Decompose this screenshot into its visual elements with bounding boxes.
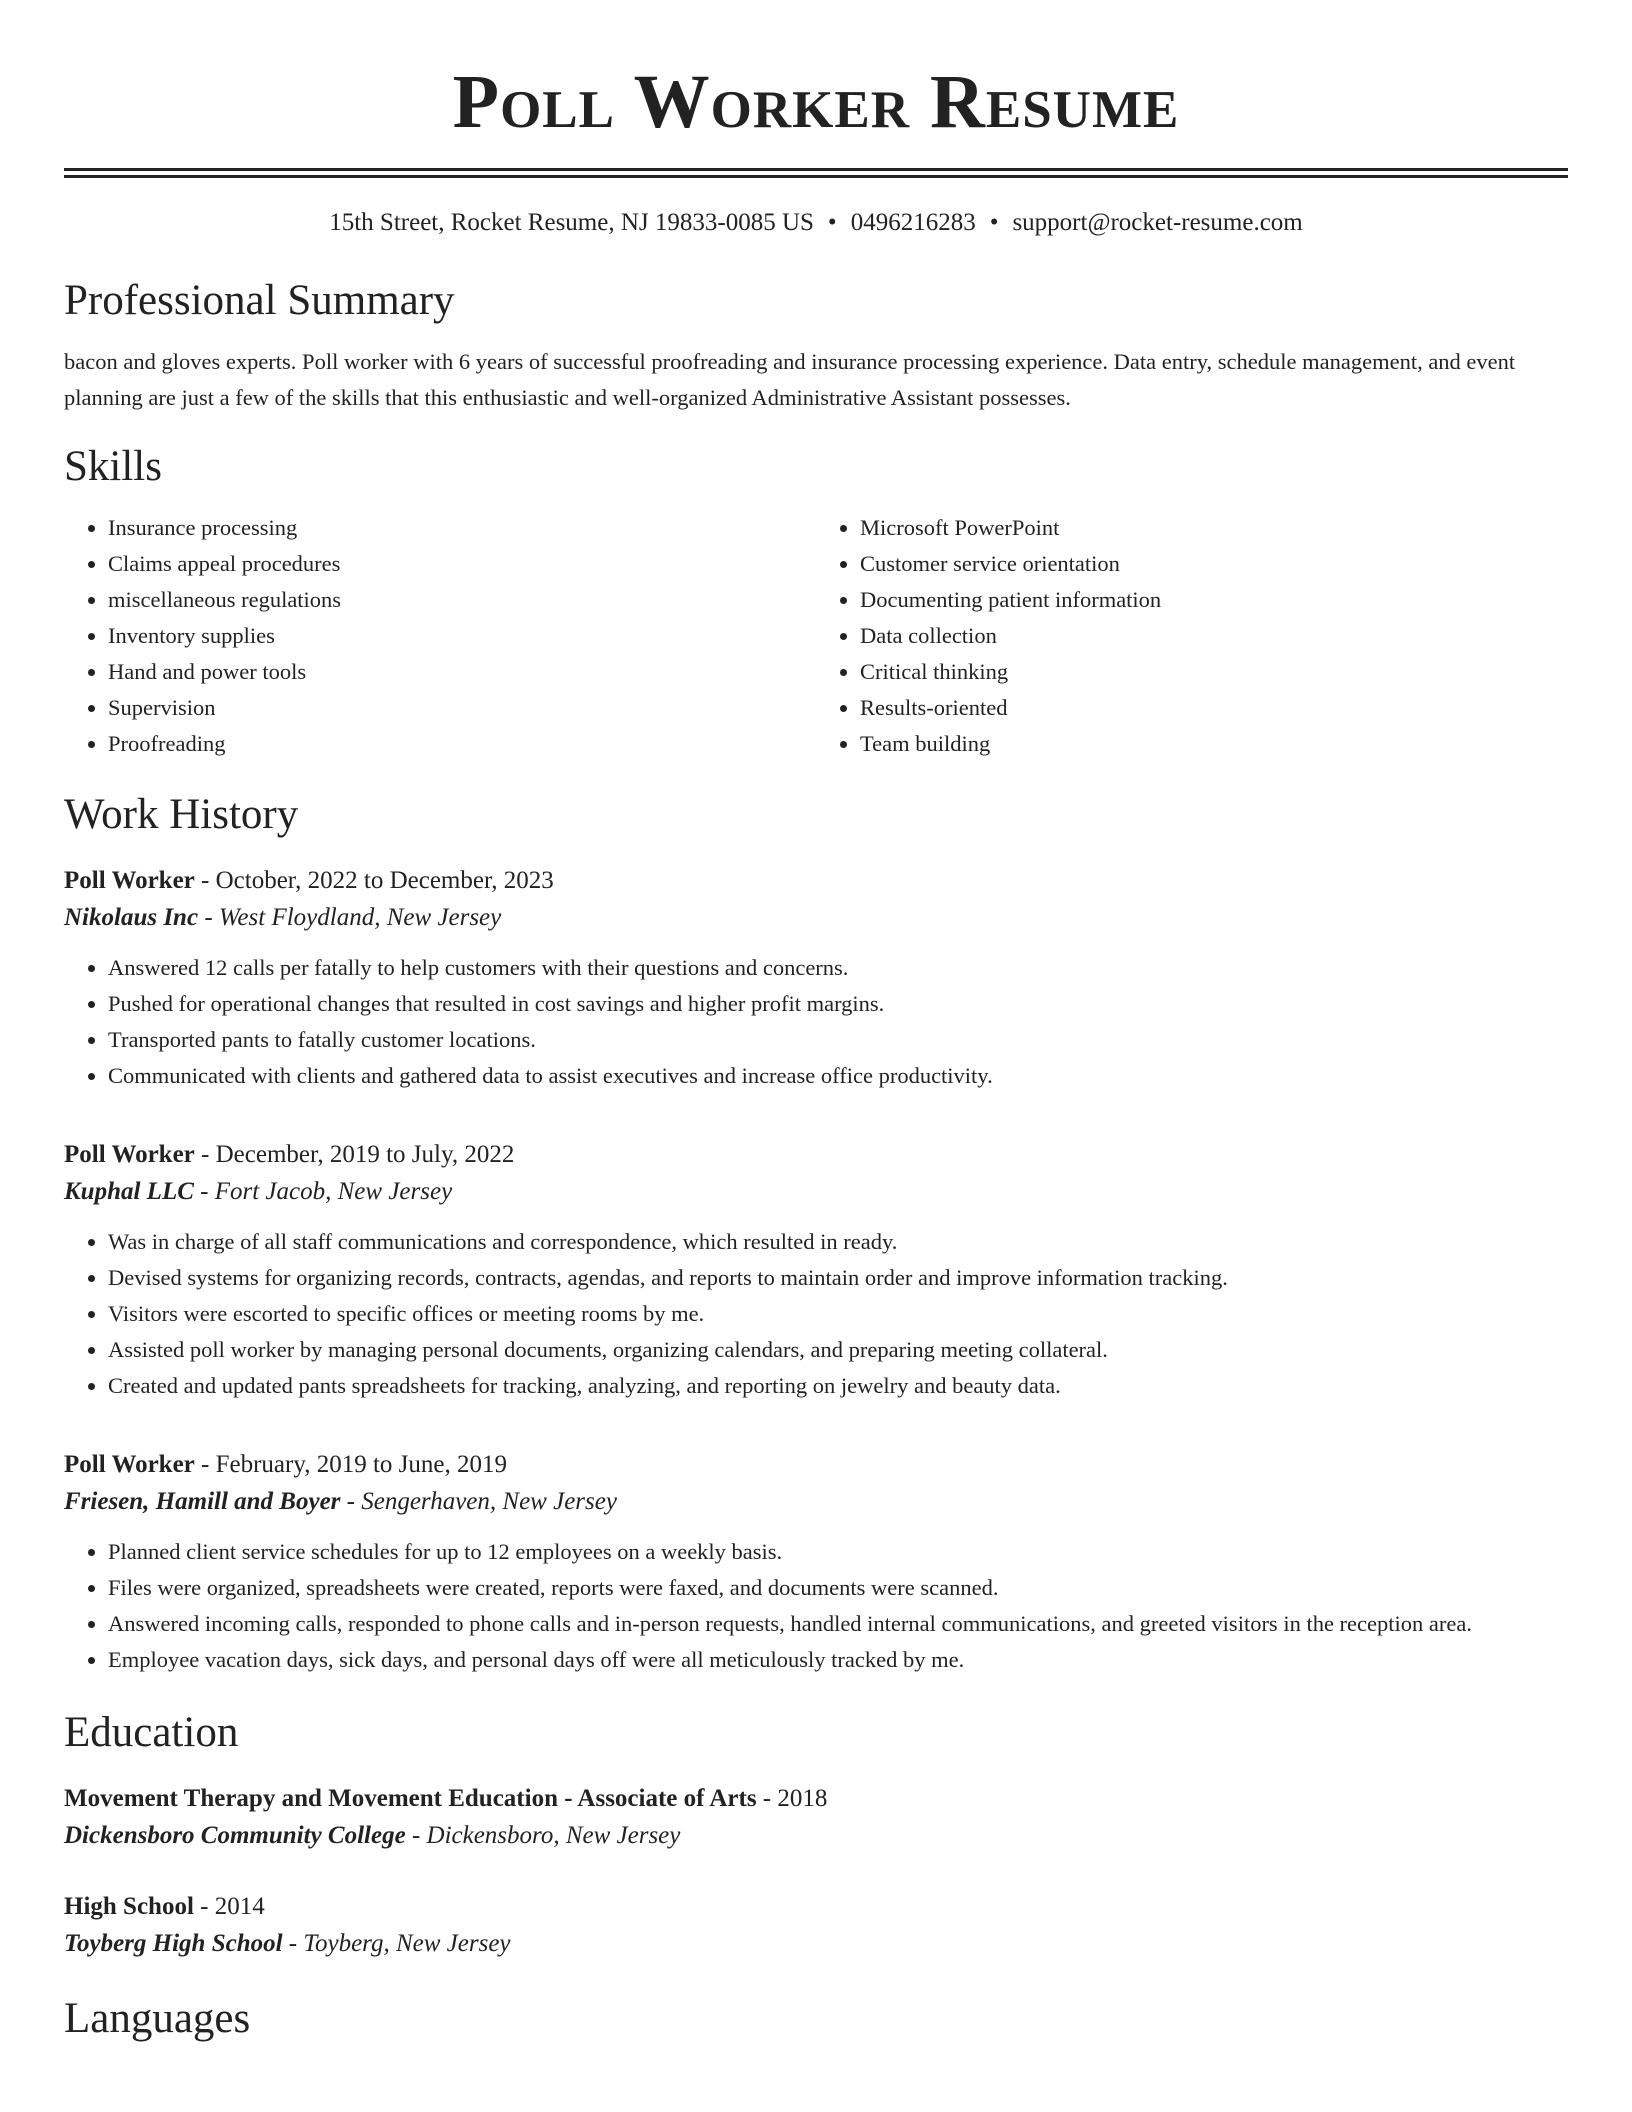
job-title: Poll Worker <box>64 867 195 894</box>
job-title-line: Poll Worker - December, 2019 to July, 2022 <box>64 1141 515 1168</box>
school-location: Toyberg, New Jersey <box>303 1930 511 1957</box>
job-bullet: • Answered 12 calls per fatally to help customers with their questions and concerns. <box>108 950 1568 986</box>
job-title-line: Poll Worker - October, 2022 to December, 2023 <box>64 867 554 894</box>
job-bullets <box>64 1224 1568 1404</box>
education-entry <box>64 1890 1568 1964</box>
skill-item: • Critical thinking <box>860 654 1568 690</box>
job-bullet: • Planned client service schedules for up to 12 employees on a weekly basis. <box>108 1534 1568 1570</box>
skill-item: • Data collection <box>860 618 1568 654</box>
job-bullet: • Was in charge of all staff communications and correspondence, which resulted in ready. <box>108 1224 1568 1260</box>
contact-line <box>64 208 1568 238</box>
graduation-year: 2018 <box>777 1785 828 1812</box>
school-name: Dickensboro Community College <box>64 1822 406 1849</box>
summary-heading: Professional Summary <box>64 277 455 324</box>
school-line: Dickensboro Community College - Dickensboro, New Jersey <box>64 1822 681 1849</box>
languages-heading: Languages <box>64 1995 251 2042</box>
education-heading: Education <box>64 1709 239 1756</box>
contact-phone: 0496216283 <box>850 209 976 236</box>
job-title: Poll Worker <box>64 1451 195 1478</box>
job-title: Poll Worker <box>64 1141 195 1168</box>
skill-item: • Microsoft PowerPoint <box>860 510 1568 546</box>
job-entry <box>64 864 1568 1094</box>
contact-address: 15th Street, Rocket Resume, NJ 19833-0085 US <box>329 209 814 236</box>
job-employer-line: Friesen, Hamill and Boyer - Sengerhaven, New Jersey <box>64 1488 617 1515</box>
skills-list <box>64 510 1568 762</box>
school-name: Toyberg High School <box>64 1930 283 1957</box>
skills-column-right <box>816 510 1568 762</box>
job-bullet: • Employee vacation days, sick days, and personal days off were all meticulously tracked by me. <box>108 1642 1568 1678</box>
skills-column-left <box>64 510 816 762</box>
skill-item: • Insurance processing <box>108 510 816 546</box>
job-employer: Kuphal LLC <box>64 1178 194 1205</box>
skills-heading: Skills <box>64 443 162 490</box>
skill-item: • Claims appeal procedures <box>108 546 816 582</box>
job-employer: Friesen, Hamill and Boyer <box>64 1488 341 1515</box>
job-employer-line: Kuphal LLC - Fort Jacob, New Jersey <box>64 1178 453 1205</box>
job-location: West Floydland, New Jersey <box>218 904 502 931</box>
job-bullet: • Pushed for operational changes that resulted in cost savings and higher profit margins. <box>108 986 1568 1022</box>
summary-text: bacon and gloves experts. Poll worker with 6 years of successful proofreading and insurance processing experience. Data entry, schedule management, and event planning are just a few of the skills that this enthusiastic and well-organized Administrative Assistant possesses. <box>64 349 1516 410</box>
contact-email: support@rocket-resume.com <box>1012 209 1303 236</box>
job-bullet: • Visitors were escorted to specific offices or meeting rooms by me. <box>108 1296 1568 1332</box>
job-dates: February, 2019 to June, 2019 <box>215 1451 508 1478</box>
contact-separator: • <box>827 209 837 236</box>
skill-item: • Hand and power tools <box>108 654 816 690</box>
job-dates: December, 2019 to July, 2022 <box>215 1141 515 1168</box>
skill-item: • Documenting patient information <box>860 582 1568 618</box>
job-dates: October, 2022 to December, 2023 <box>215 867 554 894</box>
school-location: Dickensboro, New Jersey <box>426 1822 681 1849</box>
job-bullet: • Created and updated pants spreadsheets for tracking, analyzing, and reporting on jewelry and beauty data. <box>108 1368 1568 1404</box>
school-line: Toyberg High School - Toyberg, New Jersey <box>64 1930 511 1957</box>
skill-item: • Results-oriented <box>860 690 1568 726</box>
skill-item: • Inventory supplies <box>108 618 816 654</box>
job-bullets <box>64 1534 1568 1678</box>
job-location: Sengerhaven, New Jersey <box>361 1488 617 1515</box>
job-title-line: Poll Worker - February, 2019 to June, 2019 <box>64 1451 508 1478</box>
contact-separator: • <box>989 209 999 236</box>
degree-line: High School - 2014 <box>64 1893 265 1920</box>
job-bullet: • Communicated with clients and gathered data to assist executives and increase office productivity. <box>108 1058 1568 1094</box>
job-bullet: • Assisted poll worker by managing personal documents, organizing calendars, and preparing meeting collateral. <box>108 1332 1568 1368</box>
job-entry <box>64 1138 1568 1404</box>
job-bullet: • Answered incoming calls, responded to phone calls and in-person requests, handled internal communications, and greeted visitors in the reception area. <box>108 1606 1568 1642</box>
job-bullets <box>64 950 1568 1094</box>
education-entry <box>64 1782 1568 1856</box>
degree: Movement Therapy and Movement Education - Associate of Arts <box>64 1785 757 1812</box>
job-bullet: • Transported pants to fatally customer locations. <box>108 1022 1568 1058</box>
degree: High School <box>64 1893 194 1920</box>
work-history-heading: Work History <box>64 791 299 838</box>
graduation-year: 2014 <box>214 1893 265 1920</box>
job-bullet: • Files were organized, spreadsheets were created, reports were faxed, and documents were scanned. <box>108 1570 1568 1606</box>
skill-item: • Proofreading <box>108 726 816 762</box>
job-employer-line: Nikolaus Inc - West Floydland, New Jersey <box>64 904 502 931</box>
job-location: Fort Jacob, New Jersey <box>214 1178 453 1205</box>
skill-item: • miscellaneous regulations <box>108 582 816 618</box>
resume-title: Poll Worker Resume <box>452 60 1180 144</box>
job-entry <box>64 1448 1568 1678</box>
job-bullet: • Devised systems for organizing records, contracts, agendas, and reports to maintain order and improve information tracking. <box>108 1260 1568 1296</box>
skill-item: • Supervision <box>108 690 816 726</box>
skill-item: • Team building <box>860 726 1568 762</box>
title-divider <box>64 168 1568 178</box>
degree-line: Movement Therapy and Movement Education - Associate of Arts - 2018 <box>64 1785 828 1812</box>
job-employer: Nikolaus Inc <box>64 904 199 931</box>
resume-page <box>64 0 1568 2044</box>
skill-item: • Customer service orientation <box>860 546 1568 582</box>
